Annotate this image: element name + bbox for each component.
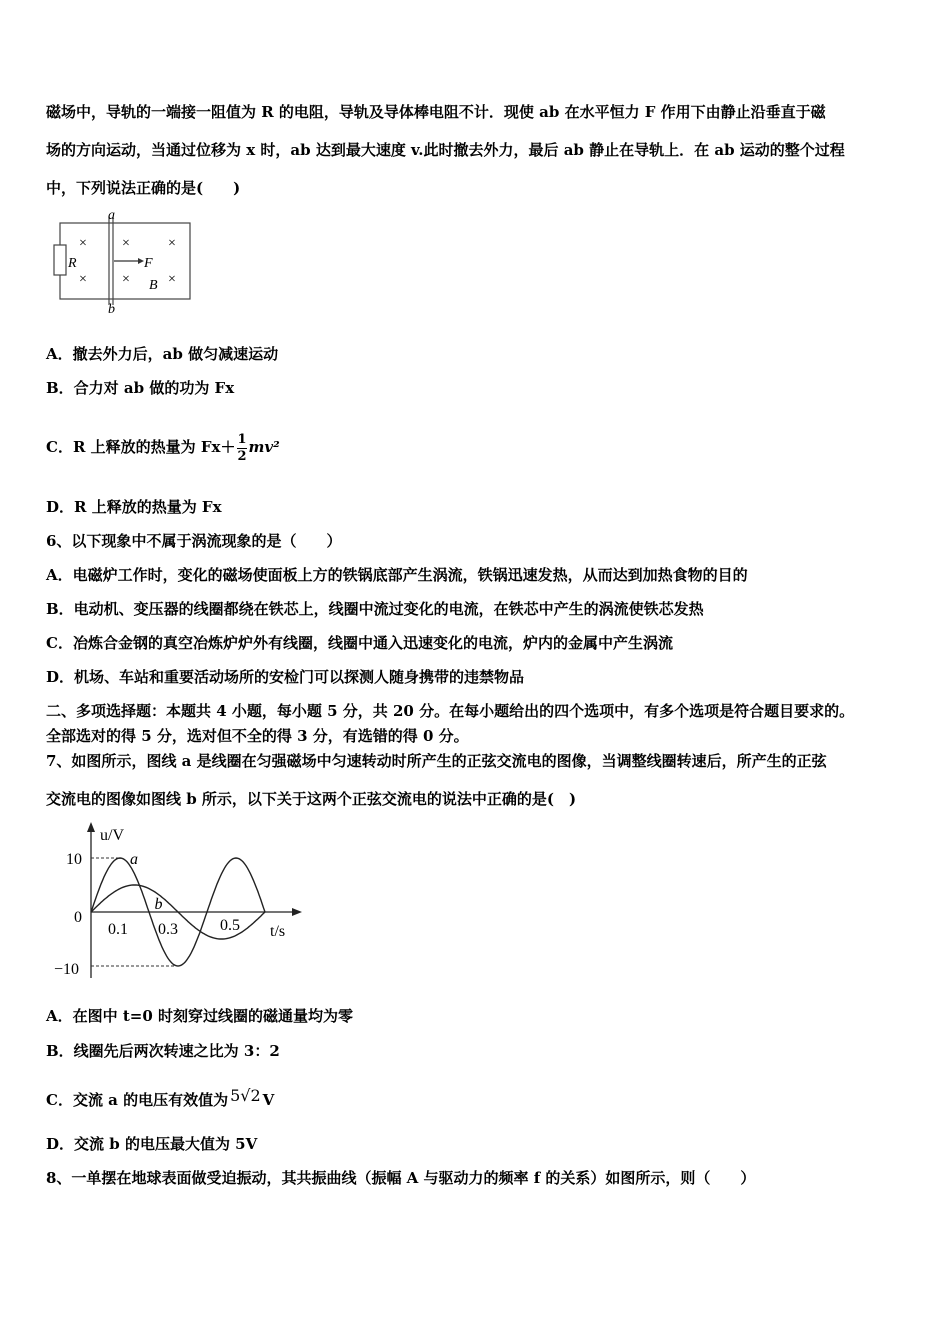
x-tick-label: 0.5	[220, 917, 240, 934]
q7-stem-2: 交流电的图像如图线 b 所示，以下关于这两个正弦交流电的说法中正确的是( )	[46, 790, 577, 808]
fraction-numerator: 1	[237, 431, 247, 447]
ac-voltage-chart	[46, 818, 306, 988]
section2-line-1: 二、多项选择题：本题共 4 小题，每小题 5 分，共 20 分。在每小题给出的四个选项中，有多个选项是符合题目要求的。	[46, 702, 855, 720]
q6-stem: 6、以下现象中不属于涡流现象的是（ ）	[46, 532, 342, 550]
q5-option-d[interactable]: D．R 上释放的热量为 Fx	[46, 498, 222, 516]
y-axis-arrow	[87, 822, 95, 832]
q5-option-b[interactable]: B．合力对 ab 做的功为 Fx	[46, 379, 235, 397]
y-tick-label: −10	[54, 961, 80, 978]
series-a-label: a	[130, 851, 138, 868]
label-R: R	[68, 256, 77, 271]
label-B: B	[149, 278, 158, 293]
x-axis-label: t/s	[270, 923, 286, 940]
root-value: 5√2	[230, 1086, 261, 1105]
cross: ×	[79, 236, 87, 251]
y-axis-label: u/V	[100, 827, 124, 844]
cross: ×	[168, 236, 176, 251]
q7-option-a[interactable]: A．在图中 t=0 时刻穿过线圈的磁通量均为零	[46, 1007, 354, 1025]
resistor	[54, 245, 66, 275]
q8-stem: 8、一单摆在地球表面做受迫振动，其共振曲线（振幅 A 与驱动力的频率 f 的关系）如图所示，则（ ）	[46, 1169, 756, 1187]
label-b: b	[108, 302, 115, 315]
x-axis-arrow	[292, 908, 302, 916]
cross: ×	[168, 272, 176, 287]
intro-line-2: 场的方向运动，当通过位移为 x 时，ab 达到最大速度 v.此时撤去外力，最后 ab 静止在导轨上．在 ab 运动的整个过程	[46, 141, 845, 159]
intro-line-3: 中，下列说法正确的是( )	[46, 179, 241, 197]
x-tick-label: 0.3	[158, 921, 178, 938]
fraction-one-half	[237, 432, 246, 465]
cross: ×	[79, 272, 87, 287]
q6-option-a[interactable]: A．电磁炉工作时，变化的磁场使面板上方的铁锅底部产生涡流，铁锅迅速发热，从而达到加热食物的目的	[46, 566, 748, 584]
cross: ×	[122, 236, 130, 251]
fraction-denominator: 2	[237, 448, 247, 464]
q7-option-d[interactable]: D．交流 b 的电压最大值为 5V	[46, 1135, 258, 1153]
q6-option-d[interactable]: D．机场、车站和重要活动场所的安检门可以探测人随身携带的违禁物品	[46, 668, 525, 686]
q7-stem-1: 7、如图所示，图线 a 是线圈在匀强磁场中匀速转动时所产生的正弦交流电的图像，当调整线圈转速后，所产生的正弦	[46, 752, 827, 770]
q5-option-a[interactable]: A．撤去外力后，ab 做匀减速运动	[46, 345, 279, 363]
label-a: a	[108, 208, 115, 223]
q7-option-c[interactable]	[46, 1078, 274, 1118]
q5-option-c-prefix: C．R 上释放的热量为 Fx＋	[46, 438, 236, 456]
label-F: F	[144, 256, 153, 271]
intro-line-1: 磁场中，导轨的一端接一阻值为 R 的电阻，导轨及导体棒电阻不计．现使 ab 在水平恒力 F 作用下由静止沿垂直于磁	[46, 103, 826, 121]
y-tick-label: 10	[66, 851, 82, 868]
q5-option-c[interactable]	[46, 424, 280, 470]
q6-option-b[interactable]: B．电动机、变压器的线圈都绕在铁芯上，线圈中流过变化的电流，在铁芯中产生的涡流使铁芯发热	[46, 600, 704, 618]
series-b-label: b	[154, 896, 163, 913]
section2-line-2: 全部选对的得 5 分，选对但不全的得 3 分，有选错的得 0 分。	[46, 727, 469, 745]
rail-circuit-figure	[46, 205, 196, 315]
q6-option-c[interactable]: C．冶炼合金钢的真空冶炼炉炉外有线圈，线圈中通入迅速变化的电流，炉内的金属中产生涡流	[46, 634, 673, 652]
y-tick-label: 0	[74, 909, 82, 926]
q7-option-c-prefix: C．交流 a 的电压有效值为	[46, 1091, 229, 1109]
q7-option-b[interactable]: B．线圈先后两次转速之比为 3：2	[46, 1042, 280, 1060]
cross: ×	[122, 272, 130, 287]
q7-option-c-unit: V	[262, 1091, 275, 1109]
q5-option-c-suffix: mv²	[248, 438, 280, 456]
x-tick-label: 0.1	[108, 921, 128, 938]
